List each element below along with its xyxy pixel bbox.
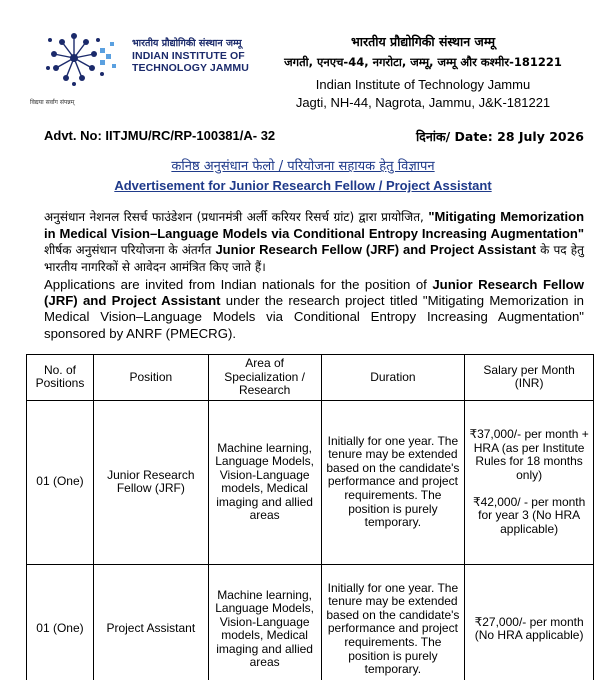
header-duration: Duration	[321, 355, 465, 401]
header-no-of-positions: No. of Positions	[27, 355, 94, 401]
table-header-row	[27, 355, 594, 401]
cell-position: Junior Research Fellow (JRF)	[93, 400, 208, 564]
cell-duration: Initially for one year. The tenure may be extended based on the candidate's performance and project requirements. The position is purely temporary.	[321, 400, 465, 564]
salary-line-2: ₹42,000/ - per month for year 3 (No HRA applicable)	[472, 494, 586, 536]
letterhead	[0, 0, 606, 115]
logo-hindi-name: भारतीय प्रौद्योगिकी संस्थान जम्मू	[132, 38, 242, 49]
logo-text	[132, 38, 249, 74]
cell-duration: Initially for one year. The tenure may be extended based on the candidate's performance and project requirements. The position is purely temporary.	[321, 564, 465, 680]
advertisement-number: Advt. No: IITJMU/RC/RP-100381/A- 32	[44, 128, 276, 143]
salary-line-1: ₹37,000/- per month + HRA (as per Institute Rules for 18 months only)	[469, 427, 589, 482]
advertisement-title	[0, 158, 606, 195]
positions-table	[26, 354, 594, 680]
hindi-text-2: शीर्षक अनुसंधान परियोजना के अंतर्गत	[44, 243, 216, 257]
cell-area: Machine learning, Language Models, Vision-Language models, Medical imaging and allied areas	[208, 564, 321, 680]
cell-position: Project Assistant	[93, 564, 208, 680]
logo-motto: विद्यया सर्वांग संपन्नम्	[30, 99, 75, 106]
header-salary: Salary per Month (INR)	[465, 355, 594, 401]
cell-area: Machine learning, Language Models, Vision-Language models, Medical imaging and allied areas	[208, 400, 321, 564]
institute-address-hindi: जगती, एनएच-44, नगरोटा, जम्मू, जम्मू और कश्मीर-181221	[284, 55, 562, 69]
advertisement-date: दिनांक/ Date: 28 July 2026	[415, 129, 584, 144]
project-title-bold: "Mitigating Memorization in Medical Vision–Language Models via Conditional Entropy Increasing Augmentation"	[44, 209, 585, 241]
cell-salary	[465, 400, 594, 564]
institute-name-english: Indian Institute of Technology Jammu	[315, 77, 531, 92]
header-position: Position	[93, 355, 208, 401]
positions-bold: Junior Research Fellow (JRF) and Project Assistant	[215, 242, 537, 257]
logo-english-line1: INDIAN INSTITUTE OF	[132, 50, 245, 62]
english-text-1: Applications are invited from Indian nationals for the position of	[44, 277, 433, 292]
institute-name-hindi: भारतीय प्रौद्योगिकी संस्थान जम्मू	[350, 34, 496, 49]
header-area: Area of Specialization / Research	[208, 355, 321, 401]
intro-paragraph-hindi	[44, 209, 584, 275]
title-hindi: कनिष्ठ अनुसंधान फेलो / परियोजना सहायक हेतु विज्ञापन	[171, 159, 435, 174]
title-english: Advertisement for Junior Research Fellow / Project Assistant	[114, 178, 492, 193]
institute-address-block	[258, 32, 588, 112]
hindi-text-3: के पद हेतु भारतीय नागरिकों से आवेदन आमंत्रित किए जाते हैं।	[44, 243, 584, 274]
salary-line-1: ₹27,000/- per month (No HRA applicable)	[474, 614, 584, 643]
institute-address-english: Jagti, NH-44, Nagrota, Jammu, J&K-181221	[295, 95, 551, 110]
english-text-2: under the research project titled "Mitigating Memorization in Medical Vision–Language Models via Conditional Entropy Increasing Augmentation" sponsored by ANRF (PMECRG).	[44, 293, 585, 341]
table-row	[27, 564, 594, 680]
intro-paragraph-english	[44, 277, 584, 342]
table-row	[27, 400, 594, 564]
cell-positions: 01 (One)	[27, 400, 94, 564]
cell-positions: 01 (One)	[27, 564, 94, 680]
logo-english-line2: TECHNOLOGY JAMMU	[132, 62, 249, 74]
cell-salary	[465, 564, 594, 680]
hindi-text-1: अनुसंधान नेशनल रिसर्च फाउंडेशन (प्रधानमंत्री अर्ली करियर रिसर्च ग्रांट) द्वारा प्रायोजित,	[44, 210, 429, 224]
positions-bold-english: Junior Research Fellow (JRF) and Project Assistant	[44, 277, 584, 309]
iit-jammu-logo-icon	[44, 28, 118, 88]
